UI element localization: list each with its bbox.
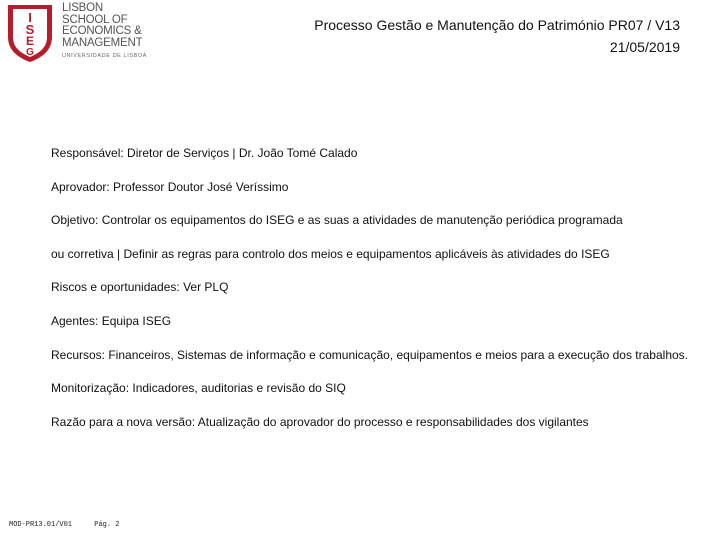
line-razao: Razão para a nova versão: Atualização do aprovador do processo e responsabilidades dos vigilantes (51, 414, 589, 429)
school-line-4: MANAGEMENT (62, 36, 143, 49)
school-line-1: LISBON (62, 2, 103, 14)
form-code: MOD-PR13.01/V01 (9, 521, 73, 529)
line-responsavel: Responsável: Diretor de Serviços | Dr. João Tomé Calado (51, 146, 358, 160)
line-objetivo: Objetivo: Controlar os equipamentos do ISEG e as suas a atividades de manutenção periódica programada (51, 213, 623, 228)
document-title: Processo Gestão e Manutenção do Património PR07 / V13 (314, 17, 680, 33)
shield-letter-e: E (25, 34, 35, 48)
iseg-logo (5, 3, 155, 63)
line-monitorizacao: Monitorização: Indicadores, auditorias e revisão do SIQ (51, 381, 346, 396)
line-agentes: Agentes: Equipa ISEG (51, 313, 172, 328)
shield-letter-s: S (25, 22, 35, 37)
university-tagline: UNIVERSIDADE DE LISBOA (62, 53, 148, 59)
document-header (314, 14, 680, 58)
school-line-3: ECONOMICS & (62, 25, 142, 37)
process-description (51, 145, 719, 447)
school-line-2: SCHOOL OF (62, 13, 128, 26)
line-recursos: Recursos: Financeiros, Sistemas de informação e comunicação, equipamentos e meios para a execução dos trabalhos. (51, 347, 689, 362)
iseg-shield-icon (5, 3, 55, 63)
page-footer (9, 521, 137, 529)
school-name (62, 3, 142, 49)
document-date: 21/05/2019 (609, 39, 680, 55)
line-aprovador: Aprovador: Professor Doutor José Veríssimo (51, 179, 289, 194)
shield-letter-g: G (26, 47, 34, 58)
shield-letter-i: I (28, 10, 32, 25)
line-objetivo-cont: ou corretiva | Definir as regras para controlo dos meios e equipamentos aplicáveis às atividades do ISEG (51, 246, 610, 261)
page-number: Pág. 2 (94, 521, 120, 529)
line-riscos: Riscos e oportunidades: Ver PLQ (51, 280, 229, 295)
